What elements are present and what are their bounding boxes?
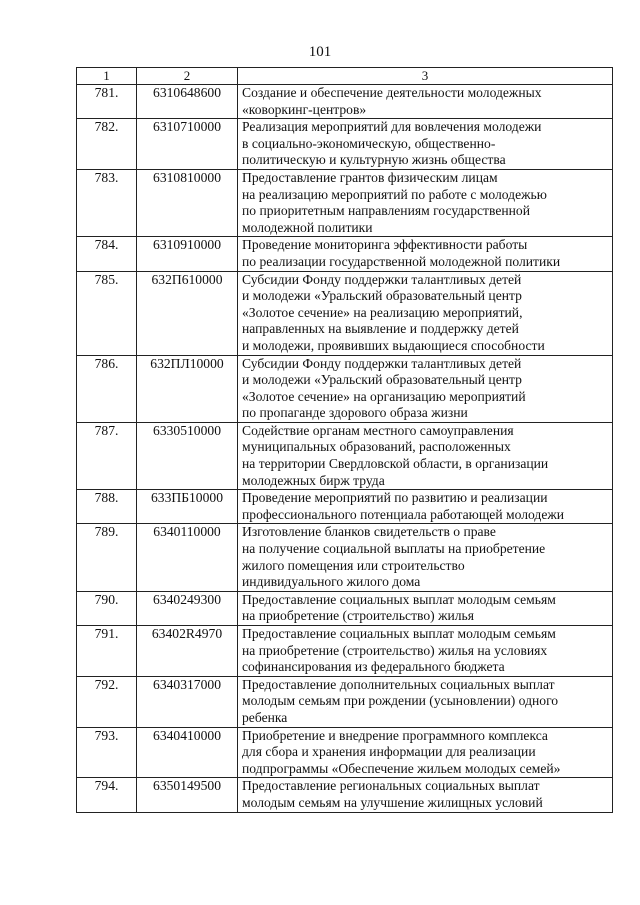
table-row	[77, 271, 613, 355]
description-line: «Золотое сечение» на организацию мероприятий	[242, 388, 526, 404]
table-body	[77, 85, 613, 813]
row-code: 6340317000	[137, 676, 238, 727]
description-line: «Золотое сечение» на реализацию мероприятий,	[242, 304, 523, 320]
description-line: софинансирования из федерального бюджета	[242, 659, 505, 675]
row-number: 790.	[77, 591, 137, 625]
row-number: 783.	[77, 169, 137, 236]
row-code: 6340410000	[137, 727, 238, 778]
row-number: 785.	[77, 271, 137, 355]
row-description	[238, 355, 613, 422]
description-line: Создание и обеспечение деятельности молодежных	[242, 85, 542, 100]
row-code: 6340249300	[137, 591, 238, 625]
description-line: по пропаганде здорового образа жизни	[242, 405, 468, 421]
table-row	[77, 490, 613, 524]
description-line: «коворкинг-центров»	[242, 101, 367, 117]
table-row	[77, 355, 613, 422]
row-description	[238, 119, 613, 170]
description-line: Предоставление дополнительных социальных выплат	[242, 676, 555, 692]
description-line: по приоритетным направлениям государственной	[242, 203, 530, 219]
table-row	[77, 237, 613, 271]
description-line: в социально-экономическую, общественно-	[242, 135, 496, 151]
row-description	[238, 85, 613, 119]
row-code: 6310910000	[137, 237, 238, 271]
column-header-description: 3	[238, 68, 613, 85]
row-description	[238, 271, 613, 355]
row-description	[238, 422, 613, 489]
table-row	[77, 626, 613, 677]
description-line: молодежных бирж труда	[242, 472, 385, 488]
row-code: 6350149500	[137, 778, 238, 812]
column-header-code: 2	[137, 68, 238, 85]
description-line: политическую и культурную жизнь общества	[242, 152, 506, 168]
row-number: 788.	[77, 490, 137, 524]
description-line: и молодежи «Уральский образовательный центр	[242, 372, 522, 388]
description-line: профессионального потенциала работающей молодежи	[242, 506, 565, 522]
table-row	[77, 169, 613, 236]
description-line: Проведение мониторинга эффективности работы	[242, 237, 528, 253]
table-row	[77, 119, 613, 170]
description-line: Приобретение и внедрение программного комплекса	[242, 727, 548, 743]
row-number: 791.	[77, 626, 137, 677]
table-row	[77, 591, 613, 625]
row-number: 786.	[77, 355, 137, 422]
row-description	[238, 727, 613, 778]
description-line: и молодежи «Уральский образовательный центр	[242, 288, 522, 304]
description-line: ребенка	[242, 709, 288, 725]
row-description	[238, 626, 613, 677]
table-row	[77, 727, 613, 778]
description-line: на получение социальной выплаты на приобретение	[242, 541, 546, 557]
description-line: Проведение мероприятий по развитию и реализации	[242, 490, 548, 506]
row-number: 793.	[77, 727, 137, 778]
table-row	[77, 676, 613, 727]
description-line: на приобретение (строительство) жилья	[242, 608, 474, 624]
description-line: на приобретение (строительство) жилья на условиях	[242, 642, 548, 658]
row-code: 6330510000	[137, 422, 238, 489]
description-line: Реализация мероприятий для вовлечения молодежи	[242, 119, 542, 135]
description-line: Предоставление региональных социальных выплат	[242, 778, 540, 794]
description-line: Предоставление грантов физическим лицам	[242, 169, 498, 185]
row-number: 789.	[77, 524, 137, 591]
description-line: для сбора и хранения информации для реализации	[242, 744, 536, 760]
row-number: 784.	[77, 237, 137, 271]
row-description	[238, 778, 613, 812]
description-line: подпрограммы «Обеспечение жильем молодых семей»	[242, 760, 561, 776]
row-code: 633ПБ10000	[137, 490, 238, 524]
row-code: 632ПЛ10000	[137, 355, 238, 422]
description-line: Изготовление бланков свидетельств о праве	[242, 524, 496, 540]
description-line: на территории Свердловской области, в организации	[242, 456, 549, 472]
description-line: направленных на выявление и поддержку детей	[242, 321, 519, 337]
column-header-number: 1	[77, 68, 137, 85]
row-description	[238, 237, 613, 271]
description-line: по реализации государственной молодежной политики	[242, 253, 561, 269]
classification-table	[76, 67, 613, 813]
row-description	[238, 591, 613, 625]
row-code: 6310810000	[137, 169, 238, 236]
description-line: Субсидии Фонду поддержки талантливых детей	[242, 271, 522, 287]
row-description	[238, 524, 613, 591]
table-row	[77, 422, 613, 489]
description-line: Субсидии Фонду поддержки талантливых детей	[242, 355, 522, 371]
row-code: 6310710000	[137, 119, 238, 170]
row-number: 792.	[77, 676, 137, 727]
description-line: и молодежи, проявивших выдающиеся способности	[242, 337, 545, 353]
description-line: молодым семьям на улучшение жилищных условий	[242, 794, 543, 810]
description-line: Содействие органам местного самоуправления	[242, 422, 514, 438]
row-number: 794.	[77, 778, 137, 812]
description-line: Предоставление социальных выплат молодым семьям	[242, 591, 556, 607]
table-header-row	[77, 68, 613, 85]
description-line: молодым семьям при рождении (усыновлении) одного	[242, 693, 559, 709]
page-number: 101	[308, 44, 332, 60]
row-number: 781.	[77, 85, 137, 119]
row-number: 782.	[77, 119, 137, 170]
table-row	[77, 85, 613, 119]
row-code: 6340110000	[137, 524, 238, 591]
description-line: муниципальных образований, расположенных	[242, 439, 511, 455]
description-line: индивидуального жилого дома	[242, 574, 421, 590]
row-description	[238, 490, 613, 524]
table-row	[77, 778, 613, 812]
row-description	[238, 169, 613, 236]
row-code: 6310648600	[137, 85, 238, 119]
description-line: жилого помещения или строительство	[242, 557, 465, 573]
row-number: 787.	[77, 422, 137, 489]
description-line: Предоставление социальных выплат молодым семьям	[242, 626, 556, 641]
description-line: на реализацию мероприятий по работе с молодежью	[242, 186, 547, 202]
row-description	[238, 676, 613, 727]
description-line: молодежной политики	[242, 219, 373, 235]
table-row	[77, 524, 613, 591]
row-code: 63402R4970	[137, 626, 238, 677]
row-code: 632П610000	[137, 271, 238, 355]
